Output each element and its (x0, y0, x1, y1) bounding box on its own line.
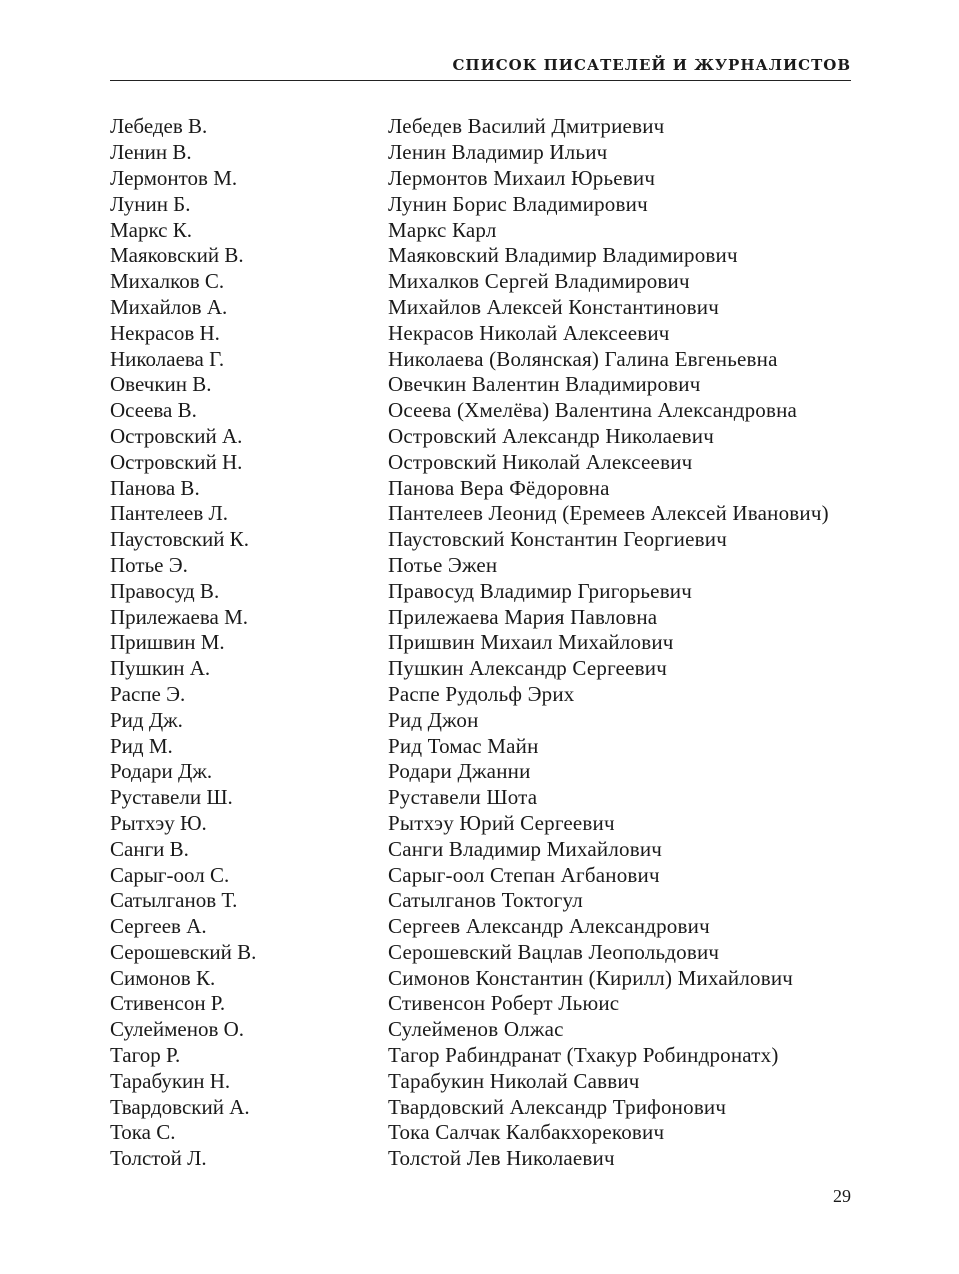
full-name: Сулейменов Олжас (388, 1017, 564, 1042)
short-name: Родари Дж. (110, 759, 213, 784)
full-name: Правосуд Владимир Григорьевич (388, 578, 693, 603)
list-item (110, 914, 855, 940)
list-item (110, 630, 855, 656)
list-item (110, 1043, 855, 1069)
short-name: Рид Дж. (110, 707, 183, 732)
short-name: Пришвин М. (110, 630, 225, 655)
full-name: Михалков Сергей Владимирович (388, 269, 690, 294)
full-name: Прилежаева Мария Павловна (388, 604, 658, 629)
list-item (110, 1017, 855, 1043)
list-item (110, 140, 855, 166)
list-item (110, 501, 855, 527)
list-item (110, 449, 855, 475)
list-item (110, 836, 855, 862)
list-item (110, 243, 855, 269)
full-name: Островский Александр Николаевич (388, 423, 714, 448)
short-name: Сарыг-оол С. (110, 862, 230, 887)
full-name: Лебедев Василий Дмитриевич (388, 114, 665, 139)
list-item (110, 682, 855, 708)
short-name: Островский А. (110, 423, 243, 448)
full-name: Осеева (Хмелёва) Валентина Александровна (388, 398, 798, 423)
short-name: Маркс К. (110, 217, 193, 242)
short-name: Серошевский В. (110, 939, 257, 964)
list-item (110, 940, 855, 966)
list-item (110, 965, 855, 991)
short-name: Михалков С. (110, 269, 225, 294)
short-name: Осеева В. (110, 398, 197, 423)
short-name: Прилежаева М. (110, 604, 248, 629)
full-name: Ленин Владимир Ильич (388, 140, 608, 165)
full-name: Рид Джон (388, 707, 479, 732)
short-name: Тарабукин Н. (110, 1068, 231, 1093)
list-item (110, 1068, 855, 1094)
list-item (110, 1094, 855, 1120)
short-name: Сатылганов Т. (110, 888, 238, 913)
list-item (110, 269, 855, 295)
short-name: Рид М. (110, 733, 173, 758)
list-item (110, 785, 855, 811)
list-item (110, 295, 855, 321)
short-name: Твардовский А. (110, 1094, 250, 1119)
short-name: Рытхэу Ю. (110, 810, 207, 835)
full-name: Маркс Карл (388, 217, 497, 242)
full-name: Сарыг-оол Степан Агбанович (388, 862, 660, 887)
full-name: Пушкин Александр Сергеевич (388, 656, 667, 681)
full-name: Панова Вера Фёдоровна (388, 475, 610, 500)
header-title: СПИСОК ПИСАТЕЛЕЙ И ЖУРНАЛИСТОВ (452, 56, 851, 74)
short-name: Правосуд В. (110, 578, 220, 603)
short-name: Толстой Л. (110, 1146, 207, 1171)
full-name: Стивенсон Роберт Льюис (388, 991, 620, 1016)
full-name: Пантелеев Леонид (Еремеев Алексей Иванович) (388, 501, 829, 526)
full-name: Овечкин Валентин Владимирович (388, 372, 701, 397)
writers-list (110, 114, 855, 1172)
full-name: Рид Томас Майн (388, 733, 539, 758)
list-item (110, 991, 855, 1017)
full-name: Маяковский Владимир Владимирович (388, 243, 738, 268)
list-item (110, 1146, 855, 1172)
full-name: Симонов Константин (Кирилл) Михайлович (388, 965, 794, 990)
short-name: Паустовский К. (110, 527, 249, 552)
list-item (110, 888, 855, 914)
full-name: Николаева (Волянская) Галина Евгеньевна (388, 346, 778, 371)
short-name: Тока С. (110, 1120, 176, 1145)
short-name: Михайлов А. (110, 294, 228, 319)
full-name: Руставели Шота (388, 785, 538, 810)
short-name: Стивенсон Р. (110, 991, 226, 1016)
short-name: Сергеев А. (110, 914, 207, 939)
list-item (110, 1120, 855, 1146)
short-name: Лунин Б. (110, 191, 191, 216)
full-name: Тарабукин Николай Саввич (388, 1068, 640, 1093)
full-name: Сергеев Александр Александрович (388, 914, 710, 939)
full-name: Лунин Борис Владимирович (388, 191, 648, 216)
short-name: Лермонтов М. (110, 165, 238, 190)
short-name: Николаева Г. (110, 346, 225, 371)
full-name: Тагор Рабиндранат (Тхакур Робиндронатх) (388, 1043, 779, 1068)
list-item (110, 475, 855, 501)
list-item (110, 604, 855, 630)
full-name: Потье Эжен (388, 552, 498, 577)
short-name: Островский Н. (110, 449, 243, 474)
list-item (110, 217, 855, 243)
list-item (110, 527, 855, 553)
full-name: Некрасов Николай Алексеевич (388, 320, 670, 345)
list-item (110, 320, 855, 346)
short-name: Симонов К. (110, 965, 216, 990)
full-name: Твардовский Александр Трифонович (388, 1094, 727, 1119)
full-name: Серошевский Вацлав Леопольдович (388, 939, 720, 964)
list-item (110, 166, 855, 192)
full-name: Лермонтов Михаил Юрьевич (388, 165, 656, 190)
full-name: Островский Николай Алексеевич (388, 449, 693, 474)
full-name: Тока Салчак Калбакхорекович (388, 1120, 665, 1145)
short-name: Овечкин В. (110, 372, 212, 397)
full-name: Рытхэу Юрий Сергеевич (388, 810, 615, 835)
short-name: Тагор Р. (110, 1043, 181, 1068)
full-name: Сатылганов Токтогул (388, 888, 583, 913)
list-item (110, 114, 855, 140)
list-item (110, 346, 855, 372)
list-item (110, 553, 855, 579)
list-item (110, 398, 855, 424)
short-name: Пантелеев Л. (110, 501, 229, 526)
short-name: Маяковский В. (110, 243, 244, 268)
list-item (110, 733, 855, 759)
page-number: 29 (833, 1186, 851, 1206)
running-header (110, 54, 851, 81)
short-name: Санги В. (110, 836, 189, 861)
full-name: Михайлов Алексей Константинович (388, 294, 719, 319)
full-name: Санги Владимир Михайлович (388, 836, 663, 861)
full-name: Толстой Лев Николаевич (388, 1146, 615, 1171)
short-name: Распе Э. (110, 681, 186, 706)
list-item (110, 424, 855, 450)
short-name: Ленин В. (110, 140, 192, 165)
list-item (110, 372, 855, 398)
list-item (110, 759, 855, 785)
list-item (110, 191, 855, 217)
list-item (110, 811, 855, 837)
full-name: Распе Рудольф Эрих (388, 681, 575, 706)
full-name: Родари Джанни (388, 759, 531, 784)
short-name: Панова В. (110, 475, 200, 500)
full-name: Пришвин Михаил Михайлович (388, 630, 674, 655)
short-name: Потье Э. (110, 552, 188, 577)
short-name: Руставели Ш. (110, 785, 233, 810)
list-item (110, 578, 855, 604)
full-name: Паустовский Константин Георгиевич (388, 527, 727, 552)
list-item (110, 707, 855, 733)
short-name: Лебедев В. (110, 114, 208, 139)
short-name: Сулейменов О. (110, 1017, 245, 1042)
list-item (110, 862, 855, 888)
short-name: Пушкин А. (110, 656, 211, 681)
list-item (110, 656, 855, 682)
short-name: Некрасов Н. (110, 320, 220, 345)
